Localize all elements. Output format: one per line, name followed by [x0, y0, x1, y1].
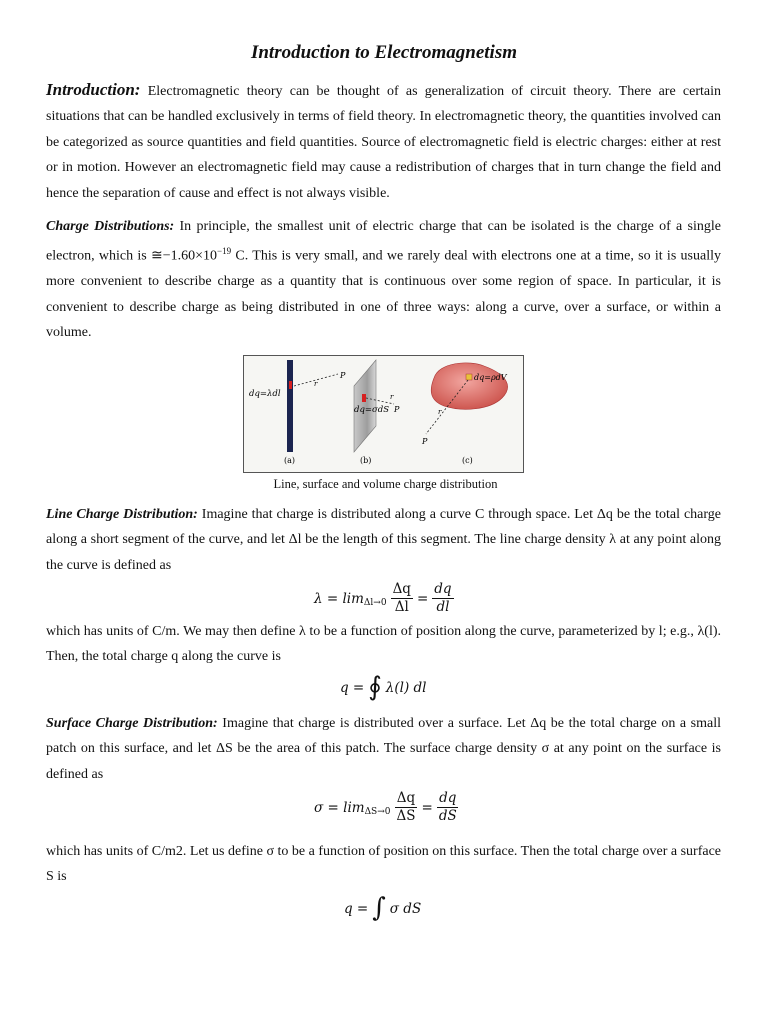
eq4-integral-icon: ∫ — [372, 893, 386, 923]
eq3-lim: lim — [343, 799, 365, 816]
volume-blob — [431, 363, 507, 409]
label-dq-volume: dq=ρdV — [474, 373, 507, 382]
figure-caption: Line, surface and volume charge distribution — [273, 477, 498, 491]
label-r-b: r — [390, 393, 394, 401]
charge-exponent: −19 — [217, 246, 232, 257]
equation-surface-total — [344, 893, 422, 923]
eq2-lhs: q = — [340, 680, 365, 696]
eq1-lim: lim — [342, 590, 364, 607]
equation-line-density — [314, 582, 458, 615]
charge-text-1: In principle, the smallest unit of electric charge that can be isolated is the charge of a single electron, which is ≅−1.60×10 — [46, 219, 721, 265]
eq3-num-1: Δq — [396, 790, 416, 806]
eq1-den-1: Δl — [394, 599, 409, 615]
label-a: (a) — [284, 456, 296, 465]
eq3-lim-sub: ΔS→0 — [364, 806, 391, 817]
eq1-num-1: Δq — [392, 581, 411, 597]
eq1-frac-2 — [432, 582, 453, 615]
surface-charge-paragraph-2: which has units of C/m2. Let us define σ to be a function of position on this surface. Then the total charge over a surface S is — [46, 844, 721, 885]
line-charge-paragraph-2: which has units of C/m. We may then define λ to be a function of position along the curve, parameterized by l; e.g., λ(l). Then, the total charge q along the curve is — [46, 624, 721, 665]
surface-text: Imagine that charge is distributed over a surface. Let Δq be the total charge on a small patch on this surface, and let ΔS be the area of this patch. The surface charge density σ at any point on the surface is defined as — [46, 716, 722, 782]
label-dq-line: dq=λdl — [249, 389, 281, 399]
volume-element — [466, 374, 472, 380]
equation-surface-density — [314, 791, 463, 824]
label-dq-surface: dq=σdS — [354, 405, 390, 415]
eq4-lhs: q = — [344, 901, 369, 917]
eq1-lhs: λ = — [314, 590, 339, 607]
intro-paragraph — [46, 77, 721, 206]
figure-drawing — [244, 356, 523, 472]
eq3-frac-2 — [437, 791, 459, 824]
label-p-a: P — [340, 371, 346, 380]
charge-distribution-figure — [243, 355, 524, 473]
label-c: (c) — [462, 456, 473, 465]
intro-lead: Introduction: — [46, 80, 141, 99]
eq3-equals: = — [421, 799, 433, 816]
eq3-lhs: σ = — [314, 799, 339, 816]
label-r-c: r — [438, 408, 442, 416]
surface-charge-paragraph — [46, 711, 721, 787]
equation-line-total — [340, 672, 427, 702]
line-element — [289, 381, 292, 389]
line-lead: Line Charge Distribution: — [46, 507, 198, 522]
eq2-rhs: λ(l) dl — [385, 680, 427, 696]
eq2-contour-integral-icon: ∮ — [368, 672, 382, 702]
charge-distributions-paragraph — [46, 214, 721, 346]
label-p-c: P — [422, 437, 428, 446]
eq1-num-2: dq — [434, 581, 452, 597]
eq3-num-2: dq — [439, 790, 457, 806]
intro-text: Electromagnetic theory can be thought of as generalization of circuit theory. There are certain situations that can be handled exclusively in terms of field theory. In electromagnetic theory, the quantities involved can be categorized as source quantities and field quantities. Source of electromagnetic field is electric charges: either at rest or in motion. However an electromagnetic field may cause a redistribution of charges that in turn change the field and hence the separation of cause and effect is not always visible. — [46, 84, 721, 201]
page-title: Introduction to Electromagnetism — [250, 42, 518, 63]
eq1-den-2: dl — [436, 599, 450, 615]
eq4-rhs: σ dS — [389, 901, 422, 917]
label-b: (b) — [360, 456, 372, 465]
charge-text-2: C. This is very small, and we rarely deal with electrons one at a time, so it is usually more convenient to describe charge as a quantity that is continuous over some region of space. In particular, it is convenient to describe charge as being distributed in one of three ways: along a curve, over a surface, or within a volume. — [46, 249, 722, 341]
eq3-den-2: dS — [438, 808, 457, 824]
line-charge-paragraph — [46, 502, 721, 578]
surface-element — [362, 394, 366, 402]
charge-lead: Charge Distributions: — [46, 219, 175, 234]
label-r-a: r — [314, 380, 318, 388]
eq1-lim-sub: Δl→0 — [363, 597, 387, 608]
label-p-b: P — [394, 405, 400, 414]
eq1-equals: = — [416, 590, 429, 607]
line-text: Imagine that charge is distributed along a curve C through space. Let Δq be the total charge along a short segment of the curve, and let Δl be the length of this segment. The line charge density λ at any point along the curve is defined as — [46, 507, 721, 573]
eq3-den-1: ΔS — [396, 808, 416, 824]
line-conductor — [287, 360, 293, 452]
eq1-frac-1 — [391, 582, 413, 615]
eq3-frac-1 — [395, 791, 418, 824]
surface-lead: Surface Charge Distribution: — [46, 716, 218, 731]
